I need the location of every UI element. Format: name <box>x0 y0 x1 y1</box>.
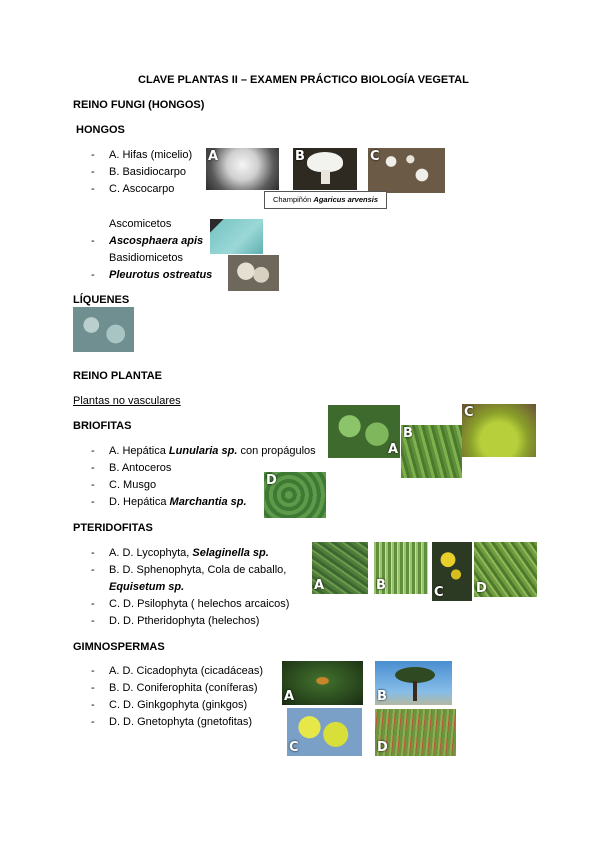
photo-marchantia <box>264 472 326 518</box>
ascosphaera-species: Ascosphaera apis <box>109 235 204 247</box>
bullet-dash: - <box>91 598 95 610</box>
gimnospermas-item-a: A. D. Cicadophyta (cicadáceas) <box>109 665 264 677</box>
photo-label-a: A <box>284 689 295 704</box>
photo-psilotum <box>432 542 472 601</box>
briofitas-item-d-prefix: D. Hepática <box>109 496 170 508</box>
gimnospermas-heading: GIMNOSPERMAS <box>73 641 165 653</box>
photo-ascosphaera <box>210 219 263 254</box>
photo-label-b: B <box>376 578 386 593</box>
caption-prefix: Champiñón <box>272 195 314 204</box>
photo-hyphae <box>206 148 279 190</box>
photo-label-c: C <box>434 585 444 600</box>
photo-fern <box>474 542 537 597</box>
briofitas-item-a <box>109 444 316 458</box>
photo-label-a: A <box>208 149 219 164</box>
photo-lunularia <box>328 405 400 458</box>
equisetum-species: Equisetum sp. <box>109 581 185 593</box>
gimnospermas-item-b: B. D. Coniferophita (coníferas) <box>109 682 258 694</box>
bullet-dash: - <box>91 149 95 161</box>
photo-lichen <box>73 307 134 352</box>
photo-selaginella <box>312 542 368 594</box>
mushroom-cap <box>307 152 343 172</box>
hongos-subheading: HONGOS <box>76 124 125 136</box>
bullet-dash: - <box>91 615 95 627</box>
mushroom-stem <box>321 170 330 184</box>
bullet-dash: - <box>91 547 95 559</box>
basidiomicetos-label: Basidiomicetos <box>109 252 183 264</box>
bullet-dash: - <box>91 665 95 677</box>
photo-label-b: B <box>377 689 387 704</box>
briofitas-item-a-prefix: A. Hepática <box>109 445 169 457</box>
photo-pleurotus <box>228 255 279 291</box>
page-title: CLAVE PLANTAS II – EXAMEN PRÁCTICO BIOLOGÍA VEGETAL <box>138 74 469 86</box>
marchantia-species: Marchantia sp. <box>169 496 247 508</box>
caption-species: Agaricus arvensis <box>313 195 379 204</box>
pteridofitas-item-d: D. D. Ptheridophyta (helechos) <box>109 615 260 627</box>
photo-equisetum <box>374 542 428 594</box>
bullet-dash: - <box>91 564 95 576</box>
bullet-dash: - <box>91 699 95 711</box>
photo-label-c: C <box>370 149 380 164</box>
agaricus-caption <box>264 191 387 209</box>
bullet-dash: - <box>91 716 95 728</box>
pteridofitas-item-a <box>109 546 269 560</box>
photo-moss <box>462 404 536 457</box>
bullet-dash: - <box>91 682 95 694</box>
briofitas-item-d <box>109 495 247 509</box>
photo-label-d: D <box>266 473 277 488</box>
bullet-dash: - <box>91 183 95 195</box>
gimnospermas-item-d: D. D. Gnetophyta (gnetofitas) <box>109 716 253 728</box>
pteridofitas-item-b: B. D. Sphenophyta, Cola de caballo, <box>109 564 287 576</box>
photo-label-d: D <box>377 740 388 755</box>
briofitas-item-a-suffix: con propágulos <box>237 445 316 457</box>
pteridofitas-heading: PTERIDOFITAS <box>73 522 153 534</box>
photo-label-b: B <box>403 426 413 441</box>
gimnospermas-item-c: C. D. Ginkgophyta (ginkgos) <box>109 699 248 711</box>
ascomicetos-label: Ascomicetos <box>109 218 172 230</box>
photo-label-a: A <box>387 442 398 457</box>
briofitas-item-c: C. Musgo <box>109 479 157 491</box>
photo-gnetophyta <box>375 709 456 756</box>
pteridofitas-item-c: C. D. Psilophyta ( helechos arcaicos) <box>109 598 290 610</box>
fungi-item-b: B. Basidiocarpo <box>109 166 187 178</box>
photo-basidiocarp <box>293 148 357 190</box>
selaginella-species: Selaginella sp. <box>192 547 269 559</box>
photo-conifer <box>375 661 452 705</box>
photo-label-a: A <box>314 578 325 593</box>
photo-anthoceros <box>401 425 462 478</box>
photo-label-d: D <box>476 581 487 596</box>
bullet-dash: - <box>91 166 95 178</box>
photo-label-c: C <box>464 405 474 420</box>
photo-label-b: B <box>295 149 305 164</box>
bullet-dash: - <box>91 496 95 508</box>
bullet-dash: - <box>91 479 95 491</box>
photo-ginkgo <box>287 708 362 756</box>
fungi-item-c: C. Ascocarpo <box>109 183 175 195</box>
photo-cycad <box>282 661 363 705</box>
pleurotus-species: Pleurotus ostreatus <box>109 269 213 281</box>
photo-ascocarp <box>368 148 445 193</box>
photo-label-c: C <box>289 740 299 755</box>
bullet-dash: - <box>91 445 95 457</box>
lunularia-species: Lunularia sp. <box>168 445 238 457</box>
bullet-dash: - <box>91 462 95 474</box>
liquenes-heading: LÍQUENES <box>73 294 130 306</box>
plantae-heading: REINO PLANTAE <box>73 370 163 382</box>
fungi-item-a: A. Hifas (micelio) <box>109 149 193 161</box>
fungi-heading: REINO FUNGI (HONGOS) <box>73 99 205 111</box>
briofitas-heading: BRIOFITAS <box>73 420 132 432</box>
tree-trunk <box>413 681 417 701</box>
bullet-dash: - <box>91 235 95 247</box>
bullet-dash: - <box>91 269 95 281</box>
briofitas-item-b: B. Antoceros <box>109 462 172 474</box>
pteridofitas-item-a-prefix: A. D. Lycophyta, <box>109 547 193 559</box>
no-vasculares-subheading: Plantas no vasculares <box>73 395 181 407</box>
